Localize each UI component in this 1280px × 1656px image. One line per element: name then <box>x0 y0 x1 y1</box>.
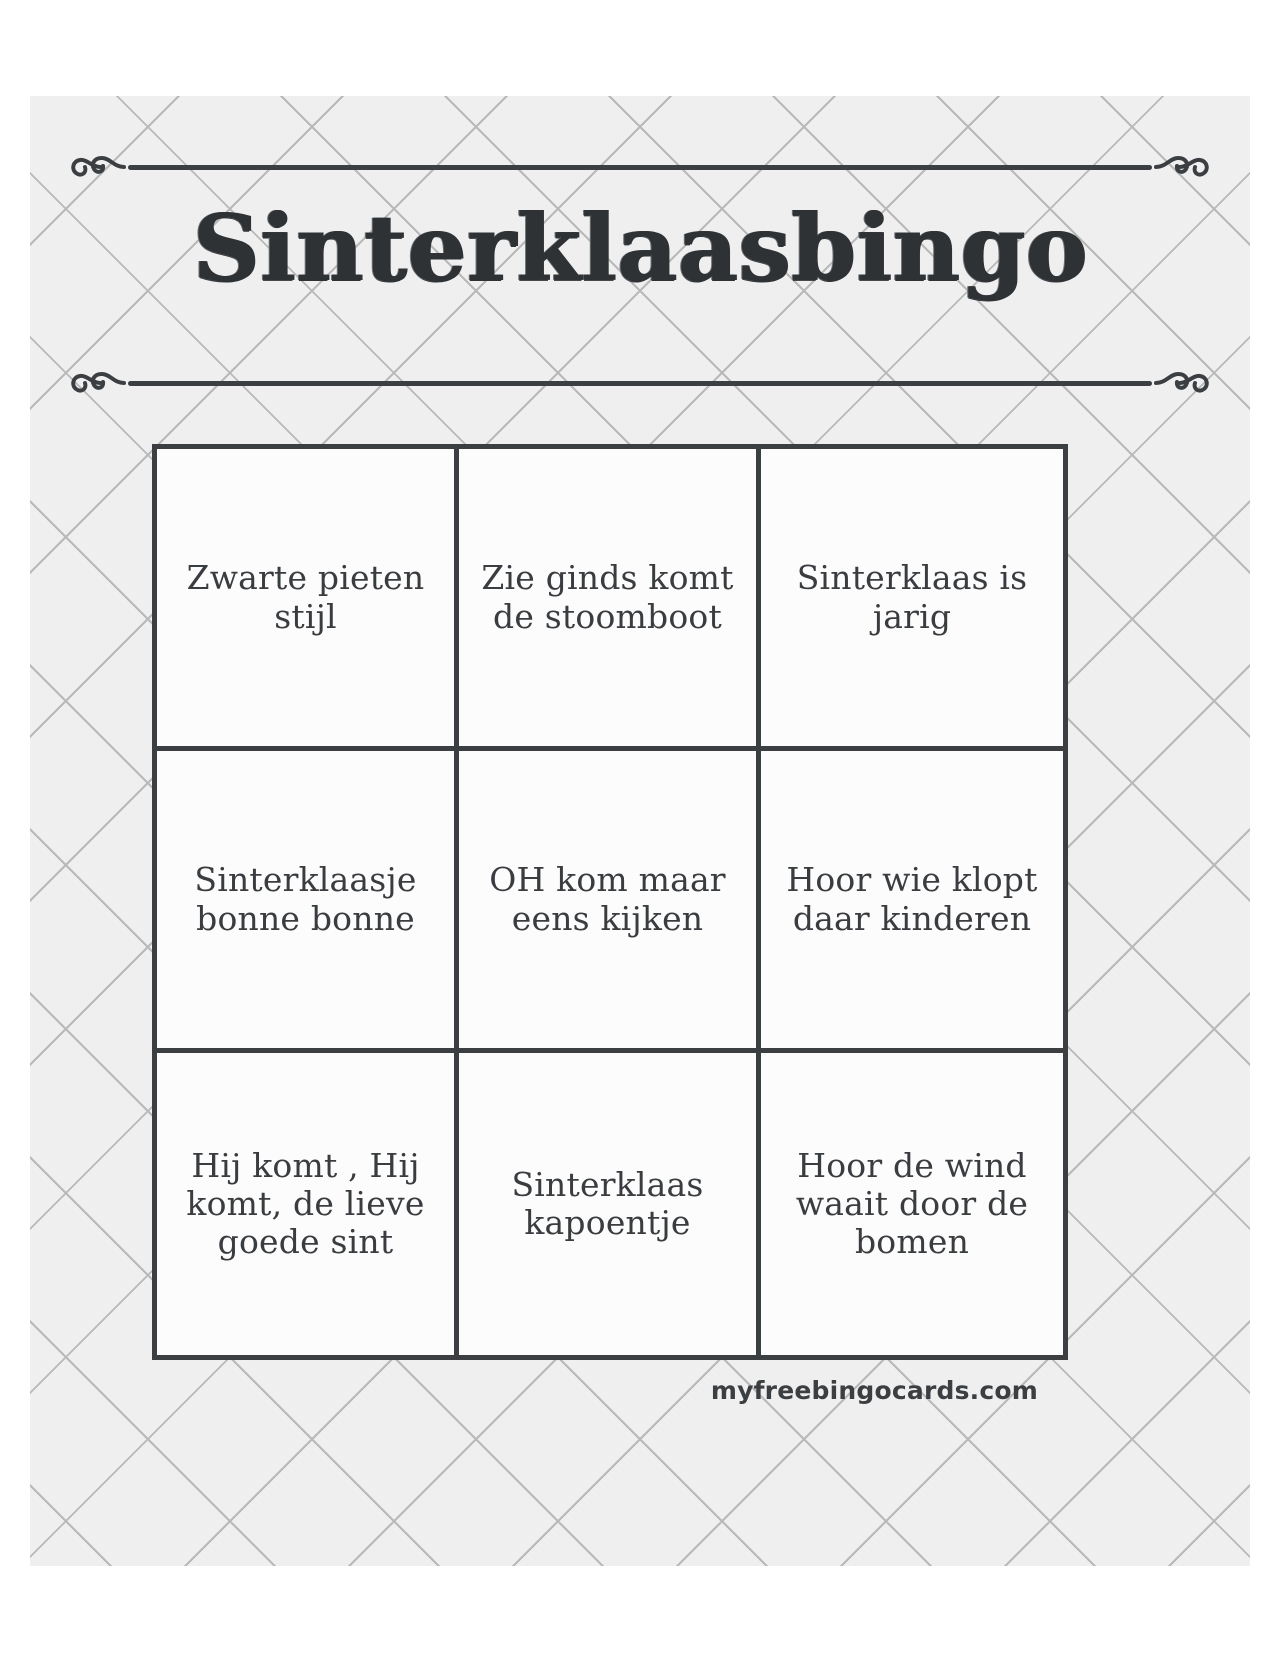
divider-bar <box>128 165 1152 170</box>
ornament-divider-bottom <box>70 360 1210 406</box>
bingo-cell[interactable] <box>761 449 1063 751</box>
bingo-cell-label: Zie ginds komt de stoomboot <box>481 558 734 636</box>
bingo-cell[interactable] <box>459 449 761 751</box>
swirl-flourish-icon <box>70 362 126 404</box>
page-title: Sinterklaasbingo <box>192 194 1088 302</box>
bingo-cell[interactable] <box>761 1053 1063 1355</box>
bingo-cell-label: Hoor de wind waait door de bomen <box>795 1145 1029 1262</box>
swirl-flourish-icon <box>1154 146 1210 188</box>
bingo-cell[interactable] <box>459 751 761 1053</box>
bingo-cell-label: Sinterklaasje bonne bonne <box>194 860 417 938</box>
swirl-flourish-icon <box>1154 362 1210 404</box>
divider-bar <box>128 381 1152 386</box>
bingo-cell[interactable] <box>157 751 459 1053</box>
bingo-cell-label: Hoor wie klopt daar kinderen <box>786 860 1038 938</box>
bingo-cell-label: Sinterklaas kapoentje <box>511 1164 704 1242</box>
card-background <box>30 96 1250 1566</box>
bingo-cell-label: OH kom maar eens kijken <box>489 860 726 938</box>
bingo-cell[interactable] <box>459 1053 761 1355</box>
site-credit: myfreebingocards.com <box>710 1376 1038 1405</box>
bingo-cell[interactable] <box>761 751 1063 1053</box>
ornament-divider-top <box>70 144 1210 190</box>
bingo-cell[interactable] <box>157 1053 459 1355</box>
bingo-cell-label: Sinterklaas is jarig <box>796 558 1028 636</box>
bingo-cell-label: Zwarte pieten stijl <box>186 558 425 636</box>
bingo-cell[interactable] <box>157 449 459 751</box>
bingo-cell-label: Hij komt , Hij komt, de lieve goede sint <box>186 1145 425 1262</box>
swirl-flourish-icon <box>70 146 126 188</box>
bingo-grid <box>152 444 1068 1360</box>
